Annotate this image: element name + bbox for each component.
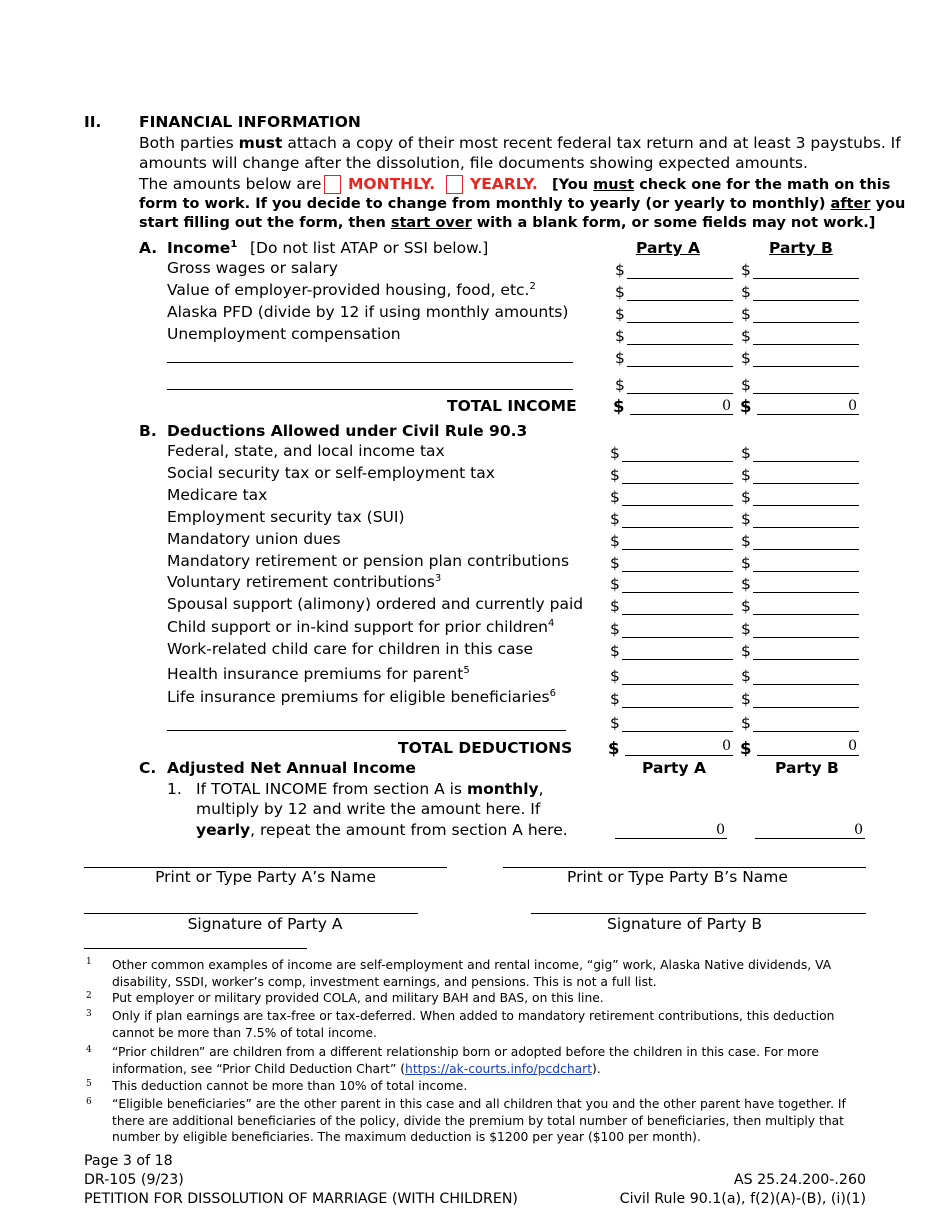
instruction-line-3: start filling out the form, then start over with a blank form, or some fields may not work.] <box>139 215 876 231</box>
deductions-a-field[interactable] <box>622 666 733 685</box>
intro-line-1: Both parties must attach a copy of their most recent federal tax return and at least 3 paystubs. If <box>139 134 901 152</box>
deductions-a-field[interactable] <box>622 509 733 528</box>
total-deductions-a-dollar: $ <box>608 739 620 758</box>
intro-line-2: amounts will change after the dissolution, file documents showing expected amounts. <box>139 154 808 172</box>
deductions-b-field[interactable] <box>753 713 859 732</box>
income-a-dollar: $ <box>615 305 625 323</box>
party-a-signature-line[interactable] <box>84 913 418 914</box>
total-income-a-value: 0 <box>722 398 731 414</box>
adjusted-a-value: 0 <box>716 822 725 838</box>
footnote-3: Only if plan earnings are tax-free or tax-deferred. When added to mandatory retirement contributions, this deduction cannot be more than 7.5% of total income. <box>112 1009 835 1040</box>
deduction-other-line[interactable] <box>167 730 566 731</box>
income-a-dollar: $ <box>615 349 625 367</box>
income-party-b-header: Party B <box>769 239 833 257</box>
monthly-label: MONTHLY. <box>348 175 436 193</box>
footnote-6: “Eligible beneficiaries” are the other parent in this case and all children that you and the other parent have together. If there are additional beneficiaries of the policy, divide the premium by total number of beneficiaries, then multiply that number by eligible beneficiaries. The maximum deduction is $1200 per year ($100 per month). <box>112 1097 846 1144</box>
deductions-b-field[interactable] <box>753 487 859 506</box>
income-letter: A. <box>139 239 158 257</box>
deductions-a-dollar: $ <box>610 690 620 708</box>
deductions-label: Work-related child care for children in this case <box>167 640 534 658</box>
income-note: [Do not list ATAP or SSI below.] <box>250 239 489 257</box>
deductions-b-field[interactable] <box>753 596 859 615</box>
footer-page: Page 3 of 18 <box>84 1153 173 1169</box>
income-title: Income$^1$ <box>167 238 238 257</box>
footer-title: PETITION FOR DISSOLUTION OF MARRIAGE (WITH CHILDREN) <box>84 1191 518 1207</box>
deductions-b-dollar: $ <box>741 597 751 615</box>
footnote-2: Put employer or military provided COLA, and military BAH and BAS, on this line. <box>112 991 604 1005</box>
income-label: Value of employer-provided housing, food, etc.$^2$ <box>167 280 536 299</box>
income-b-field[interactable] <box>753 326 859 345</box>
footnote-1: Other common examples of income are self-employment and rental income, “gig” work, Alaska Native dividends, VA disability, SSDI, worker’s comp, investment earnings, and pensions. This is not a full list. <box>112 958 832 989</box>
footnote-4-number: 4 <box>86 1045 92 1055</box>
footnote-3-number: 3 <box>86 1009 92 1019</box>
deductions-b-dollar: $ <box>741 575 751 593</box>
deductions-a-field[interactable] <box>622 443 733 462</box>
footer-statute: AS 25.24.200-.260 <box>733 1172 866 1188</box>
section-number: II. <box>84 113 102 131</box>
footnote-5: This deduction cannot be more than 10% of total income. <box>112 1079 468 1093</box>
deductions-a-dollar: $ <box>610 642 620 660</box>
total-income-a-dollar: $ <box>613 397 625 416</box>
party-b-signature-line[interactable] <box>531 913 866 914</box>
total-deductions-b-value: 0 <box>848 738 857 754</box>
deductions-a-dollar: $ <box>610 510 620 528</box>
deductions-b-dollar: $ <box>741 642 751 660</box>
deductions-a-field[interactable] <box>622 465 733 484</box>
deductions-a-field[interactable] <box>622 531 733 550</box>
deductions-a-dollar: $ <box>610 466 620 484</box>
adjusted-line-3: yearly, repeat the amount from section A here. <box>196 821 568 839</box>
total-income-b-dollar: $ <box>740 397 752 416</box>
income-b-dollar: $ <box>741 376 751 394</box>
deductions-label: Life insurance premiums for eligible beneficiaries$^6$ <box>167 687 556 706</box>
deductions-b-dollar: $ <box>741 554 751 572</box>
footnote-1-number: 1 <box>86 957 92 967</box>
deductions-label: Health insurance premiums for parent$^5$ <box>167 664 470 683</box>
deductions-label: Child support or in-kind support for prior children$^4$ <box>167 617 555 636</box>
total-deductions-b-dollar: $ <box>740 739 752 758</box>
income-label: Unemployment compensation <box>167 325 401 343</box>
deductions-label: Mandatory union dues <box>167 530 341 548</box>
deductions-b-field[interactable] <box>753 553 859 572</box>
income-other-line-2[interactable] <box>167 389 573 390</box>
footnote-4: “Prior children” are children from a different relationship born or adopted before the children in this case. For more information, see “Prior Child Deduction Chart” (https://ak-courts.info/pcdchart). <box>112 1045 819 1076</box>
deductions-a-dollar: $ <box>610 444 620 462</box>
deductions-a-field[interactable] <box>622 619 733 638</box>
deductions-a-dollar: $ <box>610 714 620 732</box>
income-other-line-1[interactable] <box>167 362 573 363</box>
total-deductions-label: TOTAL DEDUCTIONS <box>398 739 573 757</box>
adjusted-letter: C. <box>139 759 157 777</box>
deductions-a-dollar: $ <box>610 488 620 506</box>
income-b-dollar: $ <box>741 261 751 279</box>
total-deductions-a-value: 0 <box>722 738 731 754</box>
income-a-dollar: $ <box>615 327 625 345</box>
footer-form: DR-105 (9/23) <box>84 1172 184 1188</box>
footnote-5-number: 5 <box>86 1079 92 1089</box>
income-a-field[interactable] <box>627 348 733 367</box>
deductions-a-field[interactable] <box>622 553 733 572</box>
deductions-a-dollar: $ <box>610 575 620 593</box>
deductions-label: Federal, state, and local income tax <box>167 442 445 460</box>
deductions-b-field[interactable] <box>753 689 859 708</box>
income-b-dollar: $ <box>741 327 751 345</box>
total-income-b-value: 0 <box>848 398 857 414</box>
deductions-b-field[interactable] <box>753 619 859 638</box>
deductions-b-dollar: $ <box>741 488 751 506</box>
footer-rule: Civil Rule 90.1(a), f(2)(A)-(B), (i)(1) <box>619 1191 866 1207</box>
income-a-dollar: $ <box>615 376 625 394</box>
income-label: Gross wages or salary <box>167 259 338 277</box>
deductions-label: Voluntary retirement contributions$^3$ <box>167 572 442 591</box>
party-a-signature-caption: Signature of Party A <box>187 915 343 933</box>
deductions-b-dollar: $ <box>741 466 751 484</box>
footnote-6-number: 6 <box>86 1097 92 1107</box>
section-title: FINANCIAL INFORMATION <box>139 113 361 131</box>
deductions-a-dollar: $ <box>610 532 620 550</box>
income-b-field[interactable] <box>753 260 859 279</box>
party-b-signature-caption: Signature of Party B <box>607 915 762 933</box>
income-label: Alaska PFD (divide by 12 if using monthly amounts) <box>167 303 569 321</box>
deductions-b-dollar: $ <box>741 444 751 462</box>
deductions-a-field[interactable] <box>622 487 733 506</box>
deductions-a-dollar: $ <box>610 667 620 685</box>
income-a-field[interactable] <box>627 282 733 301</box>
income-b-field[interactable] <box>753 375 859 394</box>
deductions-label: Medicare tax <box>167 486 268 504</box>
income-a-dollar: $ <box>615 261 625 279</box>
deductions-b-dollar: $ <box>741 667 751 685</box>
deductions-a-field[interactable] <box>622 596 733 615</box>
income-b-field[interactable] <box>753 282 859 301</box>
adjusted-line-2: multiply by 12 and write the amount here. If <box>196 800 541 818</box>
income-b-dollar: $ <box>741 283 751 301</box>
deductions-a-dollar: $ <box>610 597 620 615</box>
total-income-label: TOTAL INCOME <box>447 397 577 415</box>
income-a-field[interactable] <box>627 260 733 279</box>
deductions-label: Employment security tax (SUI) <box>167 508 405 526</box>
deductions-b-dollar: $ <box>741 714 751 732</box>
income-b-dollar: $ <box>741 349 751 367</box>
amounts-label: The amounts below are <box>139 175 322 193</box>
income-party-a-header: Party A <box>636 239 700 257</box>
deductions-label: Social security tax or self-employment tax <box>167 464 495 482</box>
yearly-checkbox[interactable] <box>446 175 463 194</box>
instruction-line-2: form to work. If you decide to change from monthly to yearly (or yearly to monthly) after you <box>139 196 906 212</box>
income-a-dollar: $ <box>615 283 625 301</box>
adjusted-party-a-header: Party A <box>642 759 706 777</box>
party-a-name-caption: Print or Type Party A’s Name <box>155 868 376 886</box>
deductions-b-field[interactable] <box>753 443 859 462</box>
adjusted-title: Adjusted Net Annual Income <box>167 759 416 777</box>
deductions-a-field[interactable] <box>622 574 733 593</box>
income-a-field[interactable] <box>627 326 733 345</box>
footnote-2-number: 2 <box>86 991 92 1001</box>
deductions-title: Deductions Allowed under Civil Rule 90.3 <box>167 422 528 440</box>
adjusted-item-number: 1. <box>167 780 182 798</box>
deductions-b-field[interactable] <box>753 666 859 685</box>
instruction-line-1: [You must check one for the math on this <box>552 177 891 193</box>
income-a-field[interactable] <box>627 375 733 394</box>
deductions-b-field[interactable] <box>753 641 859 660</box>
monthly-checkbox[interactable] <box>324 175 341 194</box>
income-a-field[interactable] <box>627 304 733 323</box>
deductions-a-dollar: $ <box>610 620 620 638</box>
income-b-field[interactable] <box>753 348 859 367</box>
deductions-label: Spousal support (alimony) ordered and currently paid <box>167 595 584 613</box>
deductions-label: Mandatory retirement or pension plan contributions <box>167 552 570 570</box>
deductions-b-field[interactable] <box>753 509 859 528</box>
deductions-a-field[interactable] <box>622 641 733 660</box>
deductions-a-field[interactable] <box>622 689 733 708</box>
deductions-b-dollar: $ <box>741 690 751 708</box>
deductions-b-field[interactable] <box>753 465 859 484</box>
income-b-dollar: $ <box>741 305 751 323</box>
adjusted-line-1: If TOTAL INCOME from section A is monthly, <box>196 780 544 798</box>
deductions-a-field[interactable] <box>622 713 733 732</box>
deductions-b-dollar: $ <box>741 532 751 550</box>
deductions-letter: B. <box>139 422 157 440</box>
footnote-divider <box>84 948 307 949</box>
deductions-b-dollar: $ <box>741 510 751 528</box>
income-b-field[interactable] <box>753 304 859 323</box>
deductions-b-field[interactable] <box>753 531 859 550</box>
party-b-name-caption: Print or Type Party B’s Name <box>567 868 788 886</box>
yearly-label: YEARLY. <box>470 175 538 193</box>
deductions-b-field[interactable] <box>753 574 859 593</box>
adjusted-party-b-header: Party B <box>775 759 839 777</box>
deductions-b-dollar: $ <box>741 620 751 638</box>
deductions-a-dollar: $ <box>610 554 620 572</box>
prior-child-chart-link[interactable]: https://ak-courts.info/pcdchart <box>405 1061 593 1076</box>
adjusted-b-value: 0 <box>854 822 863 838</box>
